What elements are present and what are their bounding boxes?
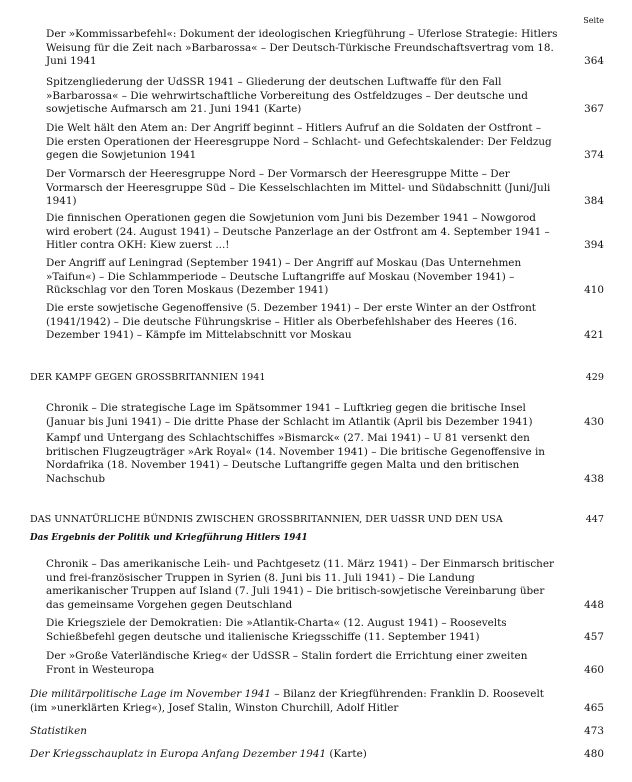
toc-page-number: 457	[584, 630, 604, 643]
toc-page-number: 374	[584, 149, 604, 162]
section-heading	[30, 514, 604, 525]
toc-page-number: 460	[584, 663, 604, 676]
toc-page-number: 465	[584, 701, 604, 714]
section-heading	[30, 372, 604, 383]
column-header-seite: Seite	[583, 16, 604, 25]
toc-entry-text: Der »Kommissarbefehl«: Dokument der ideologischen Kriegführung – Uferlose Strategie: Hitlers Weisung für die Zeit nach »Barbarossa« – Der Deutsch-Türkische Freundschaftsvertrag vom 18. Juni 1941	[46, 28, 558, 68]
toc-entry	[46, 558, 604, 612]
toc-entry-text: Der »Große Vaterländische Krieg« der UdSSR – Stalin fordert die Errichtung einer zweiten Front in Westeuropa	[46, 650, 528, 676]
toc-page-number: 473	[584, 725, 604, 737]
toc-entry	[46, 168, 604, 209]
toc-entry-text: – Bilanz der Kriegführenden: Franklin D. Roosevelt (im »unerklärten Krieg«), Josef Stalin, Winston Churchill, Adolf Hitler	[30, 688, 544, 714]
toc-entry	[46, 302, 604, 343]
toc-entry-text: Chronik – Das amerikanische Leih- und Pachtgesetz (11. März 1941) – Der Einmarsch britischer und frei-französischer Truppen in Syrien (8. Juni bis 11. Juli 1941) – Die Landung amerikanischer Truppen auf Island (7. Juli 1941) – Die britisch-sowjetische Vereinbarung über das gemeinsame Vorgehen gegen Deutschland	[46, 558, 554, 611]
toc-page-number: 447	[585, 514, 604, 525]
section-subtitle: Das Ergebnis der Politik und Kriegführung Hitlers 1941	[30, 533, 308, 543]
toc-entry-text: Die Kriegsziele der Demokratien: Die »Atlantik-Charta« (12. August 1941) – Roosevelts Schießbefehl gegen deutsche und italienische Kriegsschiffe (11. September 1941)	[46, 617, 507, 643]
toc-entry-text: (Karte)	[326, 748, 367, 760]
toc-entry	[46, 212, 604, 253]
toc-entry	[46, 76, 604, 117]
toc-page-number: 448	[584, 598, 604, 611]
toc-page-number: 394	[584, 239, 604, 252]
toc-page-number: 438	[584, 472, 604, 485]
toc-entry-text: Chronik – Die strategische Lage im Spätsommer 1941 – Luftkrieg gegen die britische Insel (Januar bis Juni 1941) – Die dritte Phase der Schlacht im Atlantik (April bis Dezember 1941)	[46, 402, 533, 428]
toc-entry-title: Statistiken	[30, 725, 87, 737]
toc-entry	[30, 748, 604, 762]
toc-entry-text: Der Angriff auf Leningrad (September 1941) – Der Angriff auf Moskau (Das Unternehmen »Taifun«) – Die Schlammperiode – Deutsche Luftangriffe auf Moskau (November 1941) – Rückschlag vor den Toren Moskaus (Dezember 1941)	[46, 257, 522, 297]
toc-entry	[46, 28, 604, 69]
toc-entry	[46, 402, 604, 429]
toc-page-number: 421	[584, 329, 604, 342]
toc-entry-text: Der Vormarsch der Heeresgruppe Nord – Der Vormarsch der Heeresgruppe Mitte – Der Vormarsch der Heeresgruppe Süd – Die Kesselschlachten im Mittel- und Südabschnitt (Juni/Juli 1941)	[46, 168, 551, 208]
toc-entry-text: Spitzengliederung der UdSSR 1941 – Gliederung der deutschen Luftwaffe für den Fall »Barbarossa« – Die wehrwirtschaftliche Vorbereitung des Ostfeldzuges – Der deutsche und sowjetische Aufmarsch am 21. Juni 1941 (Karte)	[46, 76, 528, 116]
toc-page-number: 430	[584, 415, 604, 428]
toc-entry	[46, 617, 604, 644]
toc-page-number: 367	[584, 103, 604, 116]
toc-page-number: 410	[584, 284, 604, 297]
toc-page-number: 364	[584, 55, 604, 68]
section-title: DER KAMPF GEGEN GROSSBRITANNIEN 1941	[30, 372, 266, 383]
toc-entry	[46, 122, 604, 163]
toc-page-number: 384	[584, 195, 604, 208]
section-title: DAS UNNATÜRLICHE BÜNDNIS ZWISCHEN GROSSBRITANNIEN, DER UdSSR UND DEN USA	[30, 514, 503, 525]
toc-entry	[30, 725, 604, 739]
toc-page-number: 429	[585, 372, 604, 383]
toc-entry-text: Kampf und Untergang des Schlachtschiffes »Bismarck« (27. Mai 1941) – U 81 versenkt den britischen Flugzeugträger »Ark Royal« (14. November 1941) – Die britische Gegenoffensive in Nordafrika (18. November 1941) – Deutsche Luftangriffe gegen Malta und den britischen Nachschub	[46, 432, 545, 485]
toc-entry-text: Die finnischen Operationen gegen die Sowjetunion vom Juni bis Dezember 1941 – Nowgorod wird erobert (24. August 1941) – Deutsche Panzerlage an der Ostfront am 4. September 1941 – Hitler contra OKH: Kiew zuerst ...!	[46, 212, 550, 252]
toc-entry	[46, 432, 604, 486]
toc-entry	[46, 257, 604, 298]
toc-page-number: 480	[584, 748, 604, 760]
toc-entry-title: Der Kriegsschauplatz in Europa Anfang Dezember 1941	[30, 748, 327, 760]
toc-entry	[30, 688, 604, 715]
toc-entry-title: Die militärpolitische Lage im November 1941	[30, 688, 272, 700]
toc-entry	[46, 650, 604, 677]
toc-entry-text: Die erste sowjetische Gegenoffensive (5. Dezember 1941) – Der erste Winter an der Ostfront (1941/1942) – Die deutsche Führungskrise – Hitler als Oberbefehlshaber des Heeres (16. Dezember 1941) – Kämpfe im Mittelabschnitt vor Moskau	[46, 302, 536, 342]
toc-entry-text: Die Welt hält den Atem an: Der Angriff beginnt – Hitlers Aufruf an die Soldaten der Ostfront – Die ersten Operationen der Heeresgruppe Nord – Schlacht- und Gefechtskalender: Der Feldzug gegen die Sowjetunion 1941	[46, 122, 552, 162]
